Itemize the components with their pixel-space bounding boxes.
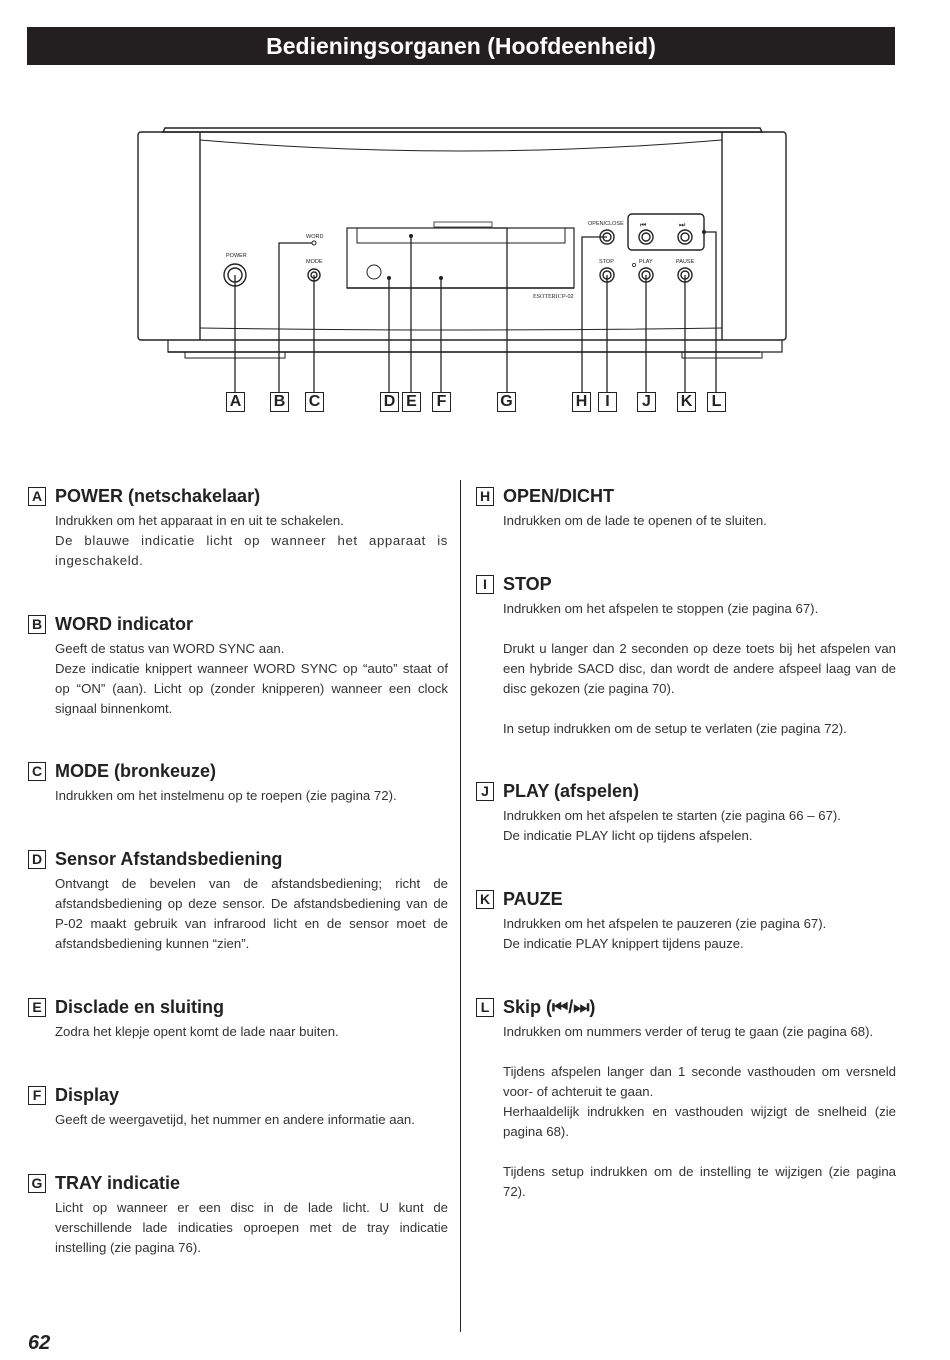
section-title: WORD indicator bbox=[55, 613, 193, 634]
section-letter: A bbox=[28, 487, 46, 506]
section-e bbox=[28, 996, 448, 1042]
brand-logo-text: ESOTERIC bbox=[533, 294, 562, 300]
section-title: STOP bbox=[503, 573, 552, 594]
section-title: Skip (⏮/⏭) bbox=[503, 996, 596, 1017]
section-text: Drukt u langer dan 2 seconden op deze toets bij het afspelen van een hybride SACD disc, dan wordt de andere afspeel laag van de disc gekozen (zie pagina 70). bbox=[503, 641, 896, 696]
section-text: De indicatie PLAY licht op tijdens afspelen. bbox=[503, 828, 753, 843]
skip-forward-icon: ⏭ bbox=[679, 221, 686, 229]
section-letter: L bbox=[476, 998, 494, 1017]
section-letter: C bbox=[28, 762, 46, 781]
section-letter: H bbox=[476, 487, 494, 506]
section-text: Indrukken om de lade te openen of te sluiten. bbox=[503, 513, 767, 528]
section-text: Indrukken om het afspelen te pauzeren (zie pagina 67). bbox=[503, 916, 827, 931]
section-title: MODE (bronkeuze) bbox=[55, 760, 217, 781]
section-title: PLAY (afspelen) bbox=[503, 780, 640, 801]
callout-e: E bbox=[402, 392, 421, 412]
section-text: Tijdens setup indrukken om de instelling te wijzigen (zie pagina 72). bbox=[503, 1164, 896, 1199]
section-l bbox=[476, 996, 896, 1202]
section-text: Indrukken om het apparaat in en uit te schakelen. bbox=[55, 513, 344, 528]
power-label: POWER bbox=[226, 253, 247, 259]
section-h bbox=[476, 485, 896, 531]
play-label: PLAY bbox=[639, 259, 653, 265]
callout-g: G bbox=[497, 392, 516, 412]
model-label: P-02 bbox=[562, 294, 574, 300]
section-text: Herhaaldelijk indrukken en vasthouden wijzigt de snelheid (zie pagina 68). bbox=[503, 1104, 896, 1139]
section-text: De indicatie PLAY knippert tijdens pauze. bbox=[503, 936, 744, 951]
section-text: Indrukken om het afspelen te starten (zie pagina 66 – 67). bbox=[503, 808, 841, 823]
section-c bbox=[28, 760, 448, 806]
section-title: TRAY indicatie bbox=[55, 1172, 181, 1193]
section-i bbox=[476, 573, 896, 739]
device-front-panel-diagram bbox=[0, 100, 950, 430]
section-text: In setup indrukken om de setup te verlaten (zie pagina 72). bbox=[503, 721, 847, 736]
section-letter: E bbox=[28, 998, 46, 1017]
section-text: Geeft de status van WORD SYNC aan. bbox=[55, 641, 285, 656]
callout-k: K bbox=[677, 392, 696, 412]
section-letter: G bbox=[28, 1174, 46, 1193]
callout-h: H bbox=[572, 392, 591, 412]
pause-label: PAUSE bbox=[676, 259, 695, 265]
callout-d: D bbox=[380, 392, 399, 412]
section-b bbox=[28, 613, 448, 719]
open-close-label: OPEN/CLOSE bbox=[588, 221, 624, 227]
section-text: Indrukken om het instelmenu op te roepen (zie pagina 72). bbox=[55, 788, 397, 803]
section-text: Zodra het klepje opent komt de lade naar buiten. bbox=[55, 1024, 339, 1039]
section-title: OPEN/DICHT bbox=[503, 485, 615, 506]
page-number: 62 bbox=[28, 1332, 51, 1354]
section-title: Sensor Afstandsbediening bbox=[55, 848, 283, 869]
page-title: Bedieningsorganen (Hoofdeenheid) bbox=[27, 27, 895, 65]
stop-label: STOP bbox=[599, 259, 614, 265]
section-a bbox=[28, 485, 448, 571]
section-k bbox=[476, 888, 896, 954]
section-letter: K bbox=[476, 890, 494, 909]
section-letter: J bbox=[476, 782, 494, 801]
section-letter: I bbox=[476, 575, 494, 594]
section-f bbox=[28, 1084, 448, 1130]
callout-c: C bbox=[305, 392, 324, 412]
section-text: De blauwe indicatie licht op wanneer het apparaat is ingeschakeld. bbox=[55, 533, 448, 568]
section-letter: D bbox=[28, 850, 46, 869]
callout-a: A bbox=[226, 392, 245, 412]
section-letter: B bbox=[28, 615, 46, 634]
section-letter: F bbox=[28, 1086, 46, 1105]
section-title: PAUZE bbox=[503, 888, 563, 909]
section-d bbox=[28, 848, 448, 954]
section-text: Tijdens afspelen langer dan 1 seconde vasthouden om versneld voor- of achteruit te gaan. bbox=[503, 1064, 896, 1099]
mode-label: MODE bbox=[306, 259, 323, 265]
callout-j: J bbox=[637, 392, 656, 412]
section-text: Indrukken om nummers verder of terug te gaan (zie pagina 68). bbox=[503, 1024, 874, 1039]
section-text: Indrukken om het afspelen te stoppen (zie pagina 67). bbox=[503, 601, 819, 616]
word-label: WORD bbox=[306, 234, 324, 240]
section-text: Licht op wanneer er een disc in de lade licht. U kunt de verschillende lade indicaties oproepen met de tray indicatie instelling (zie pagina 76). bbox=[55, 1200, 448, 1255]
section-text: Deze indicatie knippert wanneer WORD SYNC op “auto” staat of op “ON” (aan). Licht op (zonder knipperen) wanneer een clock signaal binnenkomt. bbox=[55, 661, 448, 716]
section-title: Disclade en sluiting bbox=[55, 996, 225, 1017]
section-title: POWER (netschakelaar) bbox=[55, 485, 261, 506]
section-j bbox=[476, 780, 896, 846]
section-text: Ontvangt de bevelen van de afstandsbediening; richt de afstandsbediening op deze sensor. De afstandsbediening van de P-02 maakt gebruik van infrarood licht en de sensor moet de afstandsbediening kunnen “zien”. bbox=[55, 876, 448, 951]
skip-back-icon: ⏮ bbox=[640, 221, 647, 229]
section-title: Display bbox=[55, 1084, 120, 1105]
callout-b: B bbox=[270, 392, 289, 412]
section-text: Geeft de weergavetijd, het nummer en andere informatie aan. bbox=[55, 1112, 415, 1127]
callout-f: F bbox=[432, 392, 451, 412]
callout-l: L bbox=[707, 392, 726, 412]
section-g bbox=[28, 1172, 448, 1258]
column-divider bbox=[460, 480, 461, 1332]
callout-i: I bbox=[598, 392, 617, 412]
